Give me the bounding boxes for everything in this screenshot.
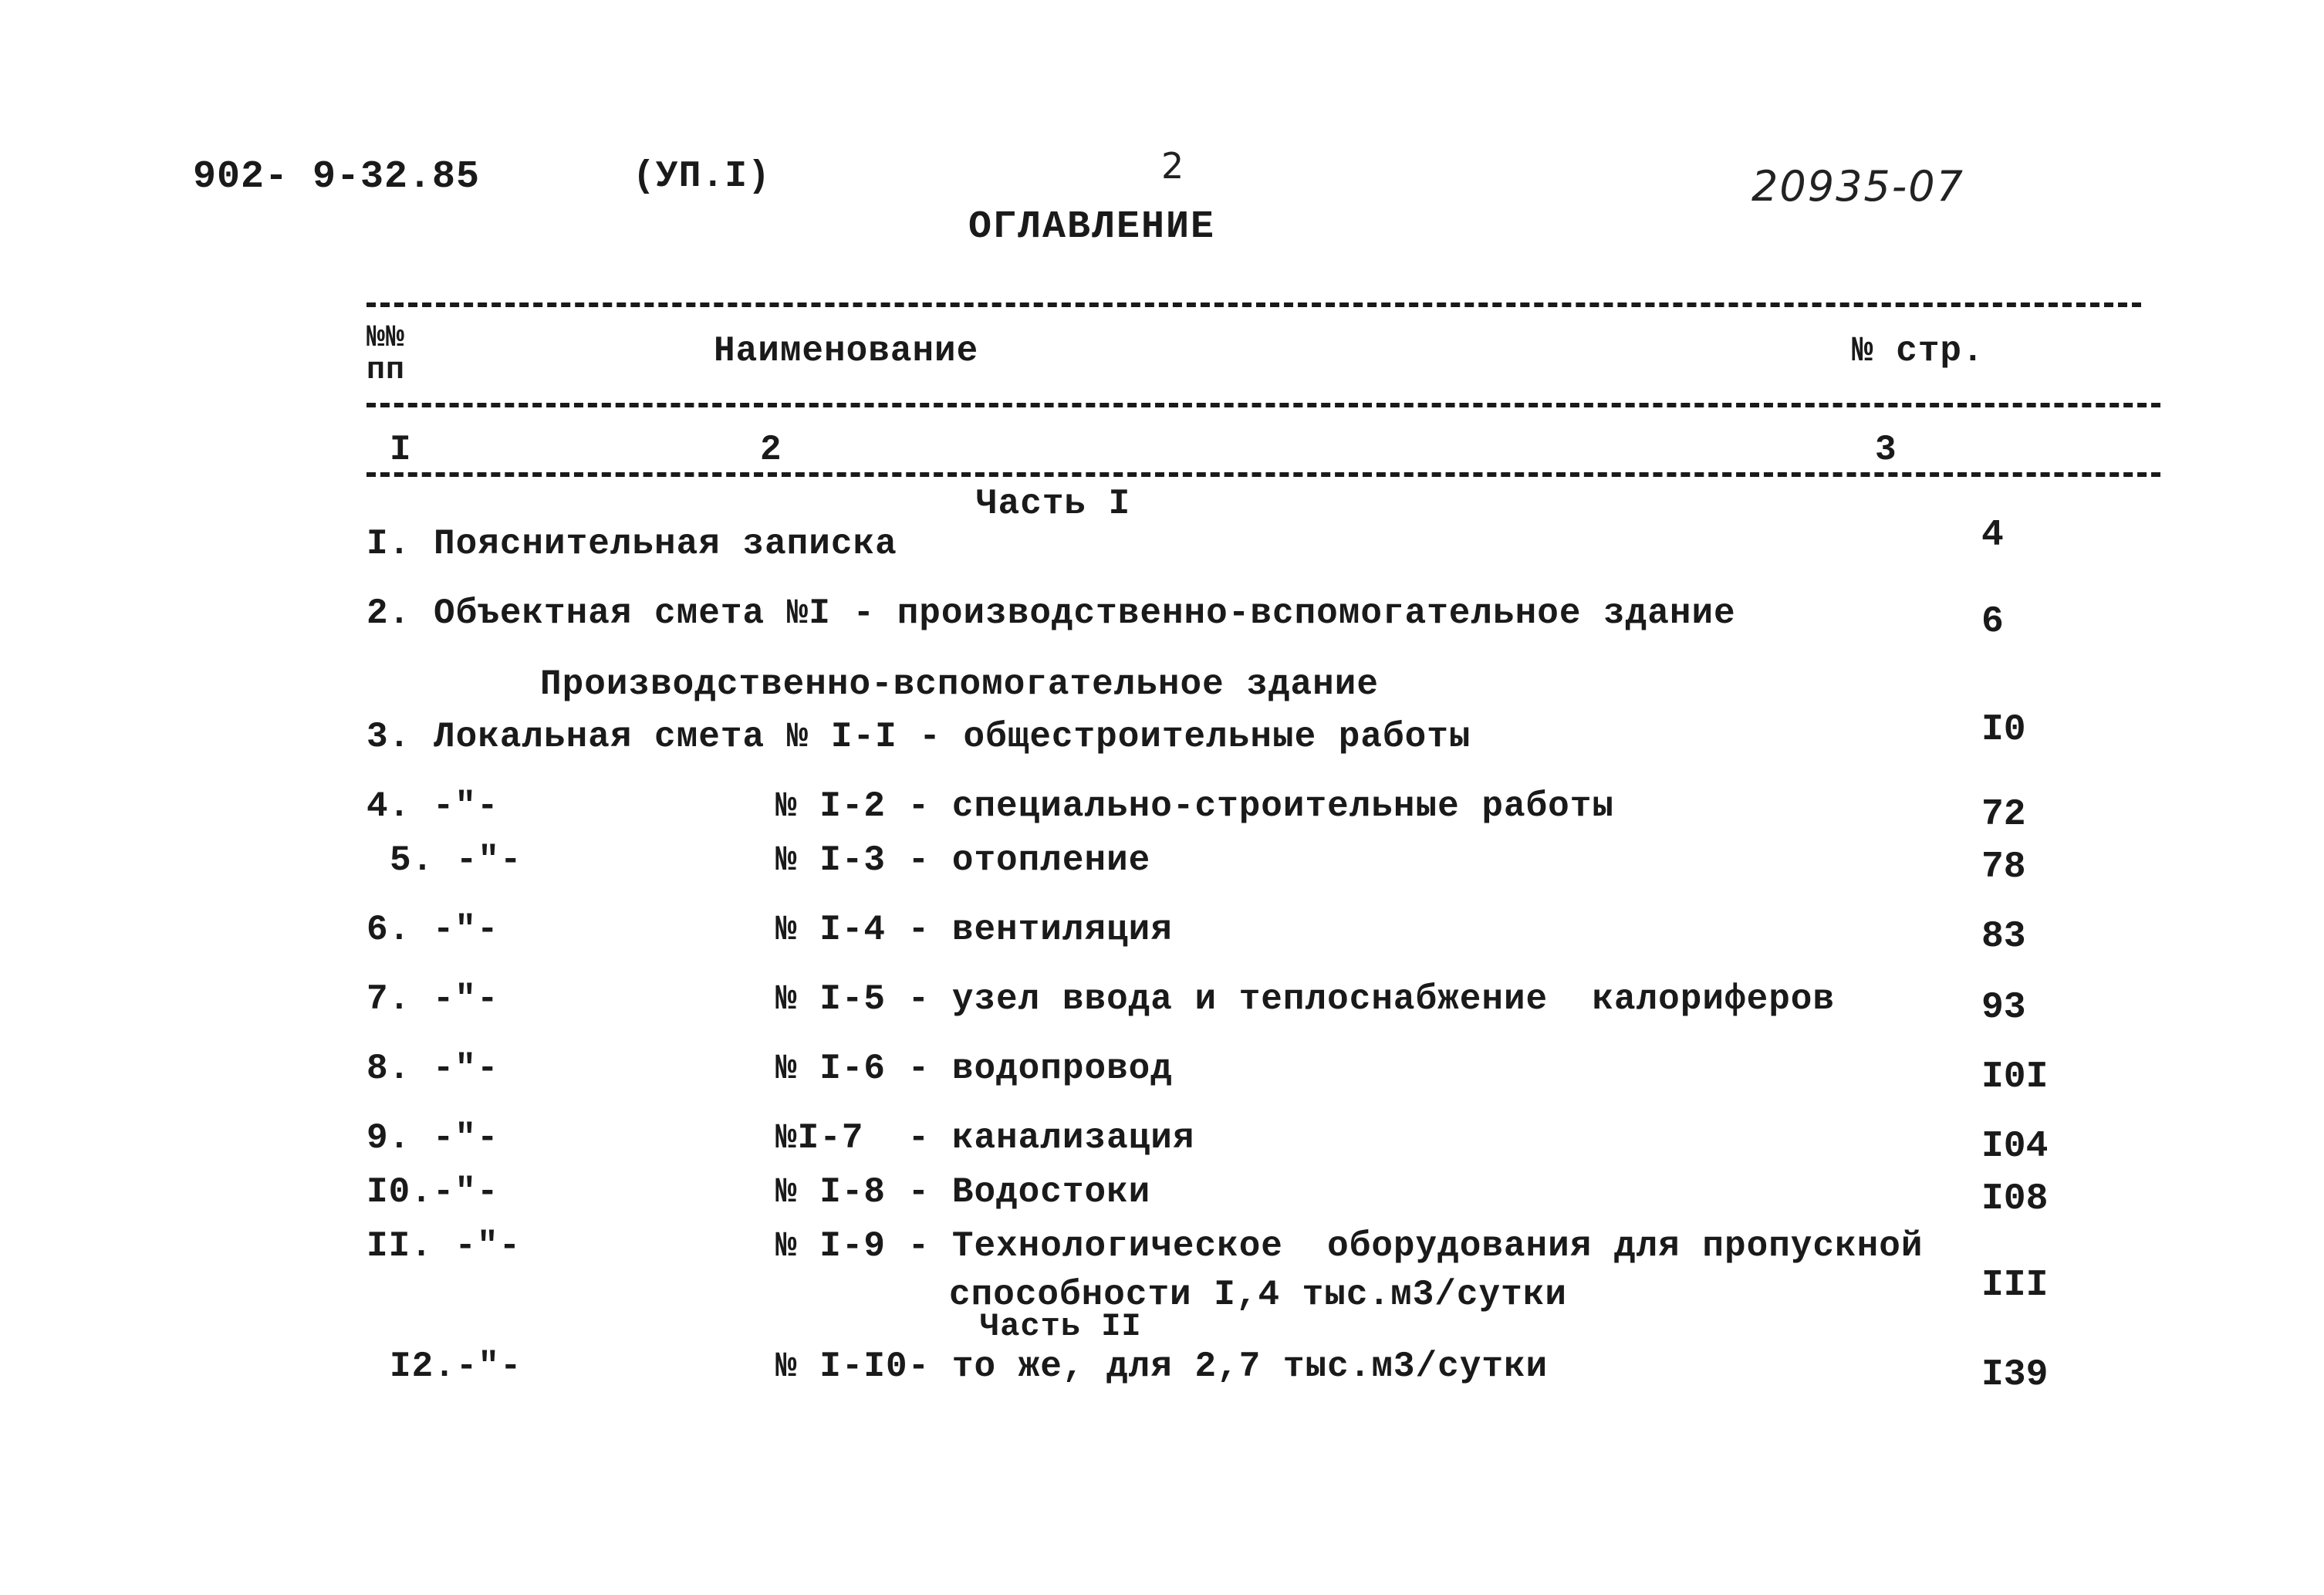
row-3-number: 3. (367, 717, 411, 757)
part-1-heading: Часть I (976, 484, 1131, 524)
row-7-text: № I-5 - узел ввода и теплоснабжение калориферов (775, 979, 1836, 1019)
row-3-page: I0 (1981, 709, 2026, 751)
row-2-text: Объектная смета №I - производственно-вспомогательное здание (434, 593, 1736, 634)
row-4-number: 4. -"- (367, 786, 499, 826)
row-10-number: I0.-"- (367, 1172, 499, 1212)
col-name-header: Наименование (714, 331, 979, 371)
column-index-3: 3 (1875, 430, 1897, 470)
row-12-page: I39 (1981, 1354, 2049, 1396)
row-8-number: 8. -"- (367, 1049, 499, 1089)
row-1-page: 4 (1981, 515, 2004, 556)
row-10-text: № I-8 - Водостоки (775, 1172, 1151, 1212)
row-5-page: 78 (1981, 846, 2026, 888)
row-4-page: 72 (1981, 794, 2026, 836)
registration-number: 20935-07 (1751, 162, 1964, 211)
row-11-page: III (1981, 1265, 2049, 1306)
page-number: 2 (1161, 145, 1186, 187)
divider-bottom (367, 472, 2160, 477)
row-1-text: Пояснительная записка (434, 524, 897, 564)
column-index-2: 2 (760, 430, 782, 470)
row-9-text: №I-7 - канализация (775, 1118, 1195, 1158)
row-2-number: 2. (367, 593, 411, 634)
row-1-number: I. (367, 524, 411, 564)
doc-code-prefix (193, 155, 481, 199)
page-title: ОГЛАВЛЕНИЕ (968, 205, 1216, 249)
row-10-page: I08 (1981, 1178, 2049, 1220)
row-9-page: I04 (1981, 1126, 2049, 1168)
row-9-number: 9. -"- (367, 1118, 499, 1158)
doc-code: 902- 9-32.85 (193, 155, 481, 199)
col-number-header: №№ пп (367, 321, 406, 388)
row-12-text: № I-I0- то же, для 2,7 тыс.м3/сутки (775, 1347, 1549, 1387)
row-6-text: № I-4 - вентиляция (775, 910, 1173, 950)
row-11-number: II. -"- (367, 1226, 522, 1266)
row-8-page: I0I (1981, 1056, 2049, 1098)
row-2-page: 6 (1981, 601, 2004, 643)
row-7-number: 7. -"- (367, 979, 499, 1019)
building-subheading: Производственно-вспомогательное здание (540, 664, 1379, 705)
row-8-text: № I-6 - водопровод (775, 1049, 1173, 1089)
row-11-text: № I-9 - Технологическое оборудования для пропускной (775, 1226, 1924, 1266)
row-3-text: Локальная смета № I-I - общестроительные работы (434, 717, 1471, 757)
row-5-number: 5. -"- (390, 840, 522, 880)
divider-middle (367, 403, 2160, 407)
row-7-page: 93 (1981, 987, 2026, 1029)
column-index-1: I (390, 430, 412, 470)
row-5-text: № I-3 - отопление (775, 840, 1151, 880)
col-page-header: № стр. (1852, 331, 1985, 371)
row-11-text-continued: способности I,4 тыс.м3/сутки (949, 1275, 1567, 1315)
part-2-heading: Часть II (980, 1308, 1142, 1345)
row-6-number: 6. -"- (367, 910, 499, 950)
volume-label: (УП.I) (633, 156, 771, 198)
row-12-number: I2.-"- (390, 1347, 522, 1387)
row-6-page: 83 (1981, 916, 2026, 958)
divider-top (367, 302, 2141, 307)
row-4-text: № I-2 - специально-строительные работы (775, 786, 1614, 826)
